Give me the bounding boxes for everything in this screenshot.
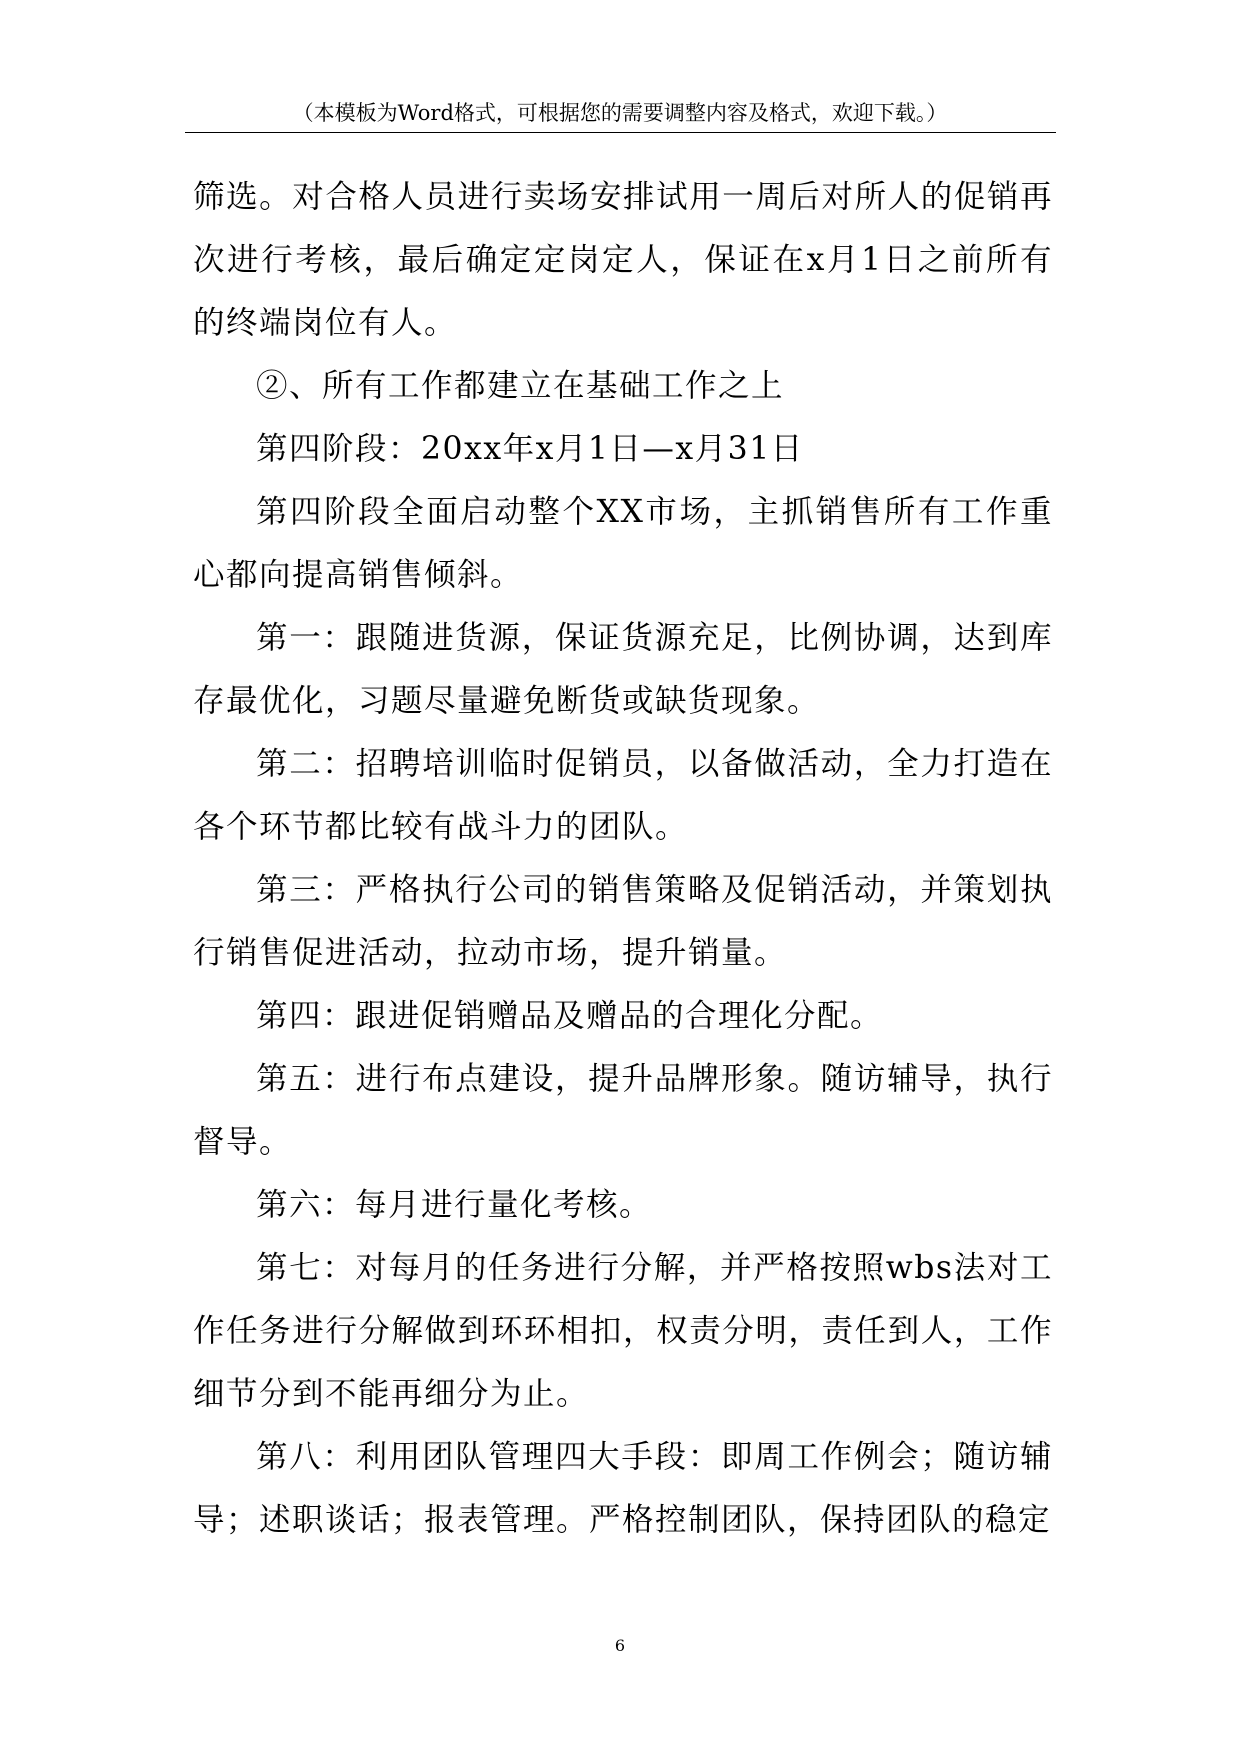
body-paragraph: ②、所有工作都建立在基础工作之上 <box>256 368 785 404</box>
body-paragraph: 第三：严格执行公司的销售策略及促销活动，并策划执行销售促进活动，拉动市场，提升销量。 <box>193 872 1053 971</box>
body-paragraph: 第四：跟进促销赠品及赠品的合理化分配。 <box>256 998 884 1034</box>
body-paragraph: 第七：对每月的任务进行分解，并严格按照wbs法对工作任务进行分解做到环环相扣，权责分明，责任到人，工作细节分到不能再细分为止。 <box>193 1250 1053 1412</box>
document-body <box>193 166 1053 1552</box>
body-paragraph: 第四阶段全面启动整个XX市场，主抓销售所有工作重心都向提高销售倾斜。 <box>193 494 1053 593</box>
body-paragraph: 第五：进行布点建设，提升品牌形象。随访辅导，执行督导。 <box>193 1061 1053 1160</box>
header-divider <box>185 132 1056 133</box>
body-paragraph: 第六：每月进行量化考核。 <box>256 1187 653 1223</box>
body-paragraph: 筛选。对合格人员进行卖场安排试用一周后对所人的促销再次进行考核，最后确定定岗定人，保证在x月1日之前所有的终端岗位有人。 <box>193 179 1053 341</box>
body-paragraph: 第八：利用团队管理四大手段：即周工作例会；随访辅导；述职谈话；报表管理。严格控制团队，保持团队的稳定 <box>193 1439 1053 1538</box>
header-note: （本模板为Word格式，可根据您的需要调整内容及格式，欢迎下载。） <box>292 101 948 125</box>
body-paragraph: 第四阶段：20xx年x月1日—x月31日 <box>256 431 804 467</box>
body-paragraph: 第一：跟随进货源，保证货源充足，比例协调，达到库存最优化，习题尽量避免断货或缺货现象。 <box>193 620 1053 719</box>
body-paragraph: 第二：招聘培训临时促销员，以备做活动，全力打造在各个环节都比较有战斗力的团队。 <box>193 746 1053 845</box>
page-number: 6 <box>614 1636 626 1655</box>
